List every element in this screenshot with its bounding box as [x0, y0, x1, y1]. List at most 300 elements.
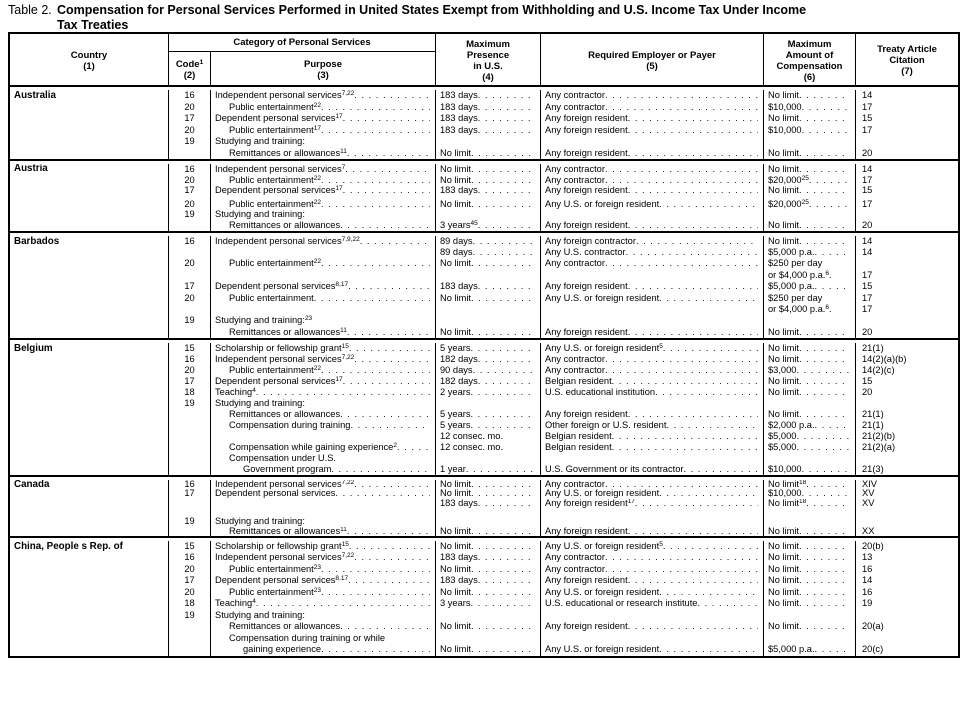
country-cell: [10, 113, 168, 125]
presence-cell: [435, 196, 540, 210]
dot-leader: [347, 327, 430, 338]
dot-leader: [321, 564, 430, 576]
citation-cell: [855, 343, 958, 354]
cell-text: No limit: [768, 113, 799, 123]
cell-text: 19: [184, 609, 195, 620]
presence-cell: [435, 148, 540, 160]
cell-text: 20: [184, 365, 195, 376]
citation-cell: [855, 453, 958, 464]
dot-leader: [471, 420, 536, 431]
table-line: [10, 517, 958, 526]
code-cell: [168, 354, 210, 365]
dot-leader: [478, 281, 535, 292]
presence-cell: [435, 209, 540, 220]
code-cell: [168, 185, 210, 196]
cell-text: Any U.S. or foreign resident: [545, 586, 660, 597]
country-block: [10, 536, 958, 656]
presence-cell: [435, 420, 540, 431]
amount-cell: [763, 185, 855, 196]
table-line: [10, 644, 958, 656]
amount-cell: [763, 575, 855, 587]
table-line: [10, 499, 958, 508]
cell-text: 20(b): [862, 540, 884, 551]
footnote-marker: 7,22: [341, 480, 355, 487]
cell-text: No limit: [440, 489, 471, 499]
code-cell: [168, 508, 210, 517]
cell-text: 18: [184, 387, 195, 398]
dot-leader: [478, 376, 535, 387]
presence-cell: [435, 327, 540, 338]
table-line: [10, 270, 958, 281]
purpose-cell: [210, 343, 435, 354]
cell-text: Any contractor: [545, 365, 605, 376]
cell-text: Any contractor: [545, 480, 605, 490]
citation-cell: [855, 247, 958, 258]
code-cell: [168, 575, 210, 587]
amount-cell: [763, 270, 855, 281]
cell-text: Any contractor: [545, 563, 605, 574]
dot-leader: [799, 90, 850, 102]
payer-cell: [540, 541, 763, 553]
presence-cell: [435, 247, 540, 258]
citation-cell: [855, 175, 958, 186]
presence-cell: [435, 236, 540, 247]
cell-text: Compensation during training or while: [229, 632, 386, 643]
payer-cell: [540, 499, 763, 508]
citation-cell: [855, 409, 958, 420]
code-cell: [168, 293, 210, 304]
dot-leader: [473, 236, 535, 247]
cell-text: 12 consec. mo.: [440, 442, 504, 453]
code-label-text: Code: [175, 58, 200, 70]
table-line: [10, 113, 958, 125]
cell-text: 21(2)(b): [862, 431, 896, 442]
dot-leader: [628, 125, 758, 137]
dot-leader: [605, 164, 758, 175]
cell-text: Any foreign resident: [545, 526, 628, 536]
citation-cell: [855, 442, 958, 453]
country-cell: [10, 185, 168, 196]
presence-cell: [435, 489, 540, 498]
dot-leader: [605, 480, 758, 489]
cell-text: Studying and training:: [215, 209, 305, 220]
cell-text: 20: [184, 174, 195, 185]
code-cell: [168, 541, 210, 553]
column-header-citation: [855, 34, 958, 87]
payer-cell: [540, 453, 763, 464]
country-cell: [10, 343, 168, 354]
column-header-code-label: [176, 59, 203, 70]
purpose-cell: [210, 90, 435, 102]
cell-text: Remittances or allowances: [229, 219, 341, 230]
dot-leader: [799, 220, 850, 231]
payer-cell: [540, 304, 763, 315]
amount-header-line: Compensation: [776, 60, 843, 72]
dot-leader: [360, 236, 430, 247]
amount-cell: [763, 258, 855, 269]
payer-cell: [540, 315, 763, 326]
dot-leader: [471, 293, 535, 304]
dot-leader: [471, 541, 535, 553]
amount-cell: [763, 281, 855, 292]
table-line: [10, 125, 958, 137]
dot-leader: [605, 354, 758, 365]
dot-leader: [478, 125, 535, 137]
dot-leader: [799, 185, 850, 196]
cell-text: No limit: [440, 526, 471, 536]
country-block: [10, 159, 958, 231]
code-cell: [168, 281, 210, 292]
dot-leader: [799, 387, 850, 398]
table-line: [10, 453, 958, 464]
citation-header-line: Citation: [889, 55, 925, 66]
citation-cell: [855, 327, 958, 338]
table-line: [10, 327, 958, 338]
cell-text: No limit: [768, 552, 799, 563]
presence-cell: [435, 480, 540, 489]
cell-text: 20: [184, 586, 195, 597]
country-cell: [10, 125, 168, 137]
footnote-marker: 4: [252, 387, 256, 395]
presence-cell: [435, 431, 540, 442]
cell-text: or $4,000 p.a.$^6$.: [768, 303, 832, 314]
amount-cell: [763, 598, 855, 610]
purpose-cell: [210, 270, 435, 281]
table-line: [10, 365, 958, 376]
cell-text: No limit: [768, 343, 799, 354]
cell-text: 20: [184, 258, 195, 269]
country-cell: [10, 508, 168, 517]
amount-cell: [763, 499, 855, 508]
dot-leader: [815, 281, 850, 292]
amount-cell: [763, 102, 855, 114]
footnote-marker: 18: [799, 498, 807, 505]
column-header-amount: [763, 34, 855, 87]
footnote-marker: 22: [313, 101, 321, 109]
amount-header-line: Maximum: [787, 38, 832, 50]
table-number-label: Table 2.: [8, 3, 52, 17]
presence-cell: [435, 136, 540, 148]
presence-cell: [435, 113, 540, 125]
dot-leader: [799, 113, 850, 125]
citation-cell: [855, 113, 958, 125]
page-title: [57, 3, 937, 32]
amount-cell: [763, 633, 855, 645]
citation-cell: [855, 90, 958, 102]
cell-text: Any contractor: [545, 354, 605, 365]
code-cell: [168, 489, 210, 498]
presence-cell: [435, 164, 540, 175]
cell-text: $5,000: [768, 442, 797, 453]
cell-text: Any U.S. or foreign resident: [545, 292, 660, 303]
footnote-marker: 45: [470, 219, 478, 227]
presence-cell: [435, 270, 540, 281]
page-title-line1: Compensation for Personal Services Performed in United States Exempt from Withholding and U.S. Income Tax Under Income: [57, 3, 807, 17]
table-line: [10, 209, 958, 220]
dot-leader: [802, 464, 850, 475]
dot-leader: [340, 621, 430, 633]
cell-text: No limit: [768, 235, 799, 246]
cell-text: No limit: [768, 526, 799, 536]
payer-cell: [540, 185, 763, 196]
amount-cell: [763, 541, 855, 553]
presence-cell: [435, 185, 540, 196]
country-cell: [10, 598, 168, 610]
cell-text: $10,000: [768, 124, 802, 135]
cell-text: 20(c): [862, 644, 884, 655]
payer-cell: [540, 196, 763, 210]
dot-leader: [256, 387, 430, 398]
presence-cell: [435, 175, 540, 186]
code-cell: [168, 610, 210, 622]
code-cell: [168, 527, 210, 536]
amount-cell: [763, 527, 855, 536]
code-cell: [168, 125, 210, 137]
cell-text: gaining experience: [243, 644, 322, 655]
cell-text: 1 year: [440, 464, 466, 475]
dot-leader: [799, 564, 850, 576]
table-body: [10, 87, 958, 656]
payer-cell: [540, 442, 763, 453]
cell-text: $10,000: [768, 464, 802, 475]
code-cell: [168, 517, 210, 526]
cell-text: No limit: [768, 164, 799, 174]
cell-text: 5 years: [440, 409, 471, 420]
cell-text: No limit: [440, 621, 471, 632]
table-line: [10, 136, 958, 148]
table-line: [10, 489, 958, 498]
cell-text: $3,000: [768, 365, 797, 376]
cell-text: 14: [862, 575, 873, 586]
column-header-category-span: [168, 34, 435, 52]
dot-leader: [659, 644, 758, 656]
cell-text: 17: [184, 575, 195, 586]
country-cell: [10, 304, 168, 315]
payer-cell: [540, 293, 763, 304]
payer-cell: [540, 575, 763, 587]
dot-leader: [478, 499, 535, 508]
dot-leader: [478, 220, 535, 231]
purpose-cell: [210, 517, 435, 526]
dot-leader: [628, 409, 758, 420]
column-header-category-label: Category of Personal Services: [233, 37, 371, 48]
cell-text: Compensation while gaining experience$^2$: [229, 442, 397, 453]
dot-leader: [340, 409, 430, 420]
amount-header-line: Amount of: [785, 49, 834, 61]
cell-text: No limit: [440, 174, 471, 185]
purpose-cell: [210, 327, 435, 338]
purpose-cell: [210, 113, 435, 125]
footnote-marker: 11: [340, 326, 347, 334]
footnote-marker: 11: [340, 147, 347, 155]
payer-cell: [540, 633, 763, 645]
dot-leader: [321, 258, 430, 269]
citation-cell: [855, 387, 958, 398]
dot-leader: [628, 327, 758, 338]
cell-text: Public entertainment$^{22}$: [229, 101, 321, 112]
cell-text: Belgian resident: [545, 442, 612, 453]
dot-leader: [343, 113, 430, 125]
cell-text: 14(2)(c): [862, 365, 895, 376]
cell-text: 19: [184, 398, 195, 409]
dot-leader: [347, 148, 430, 160]
dot-leader: [659, 293, 758, 304]
dot-leader: [796, 365, 850, 376]
table-line: [10, 527, 958, 536]
purpose-cell: [210, 442, 435, 453]
code-cell: [168, 220, 210, 231]
column-header-presence: [435, 34, 540, 87]
payer-cell: [540, 621, 763, 633]
payer-cell: [540, 90, 763, 102]
citation-cell: [855, 464, 958, 475]
dot-leader: [612, 442, 758, 453]
code-cell: [168, 304, 210, 315]
cell-text: Independent personal services$^{7,22}$: [215, 480, 355, 490]
cell-text: Any contractor: [545, 258, 605, 269]
table-line: [10, 398, 958, 409]
cell-text: 183 days: [440, 124, 478, 135]
payer-cell: [540, 164, 763, 175]
country-cell: [10, 327, 168, 338]
citation-cell: [855, 136, 958, 148]
purpose-cell: [210, 489, 435, 498]
table-line: [10, 409, 958, 420]
cell-text: 14(2)(a)(b): [862, 354, 907, 365]
code-cell: [168, 365, 210, 376]
footnote-marker: 7: [341, 164, 346, 171]
payer-cell: [540, 136, 763, 148]
footnote-marker: 22: [313, 174, 321, 182]
cell-text: Any foreign resident: [545, 147, 628, 158]
code-cell: [168, 552, 210, 564]
dot-leader: [349, 541, 430, 553]
dot-leader: [331, 464, 430, 475]
payer-cell: [540, 552, 763, 564]
payer-cell: [540, 420, 763, 431]
cell-text: Teaching$^4$: [215, 598, 256, 609]
table-line: [10, 431, 958, 442]
table-line: [10, 610, 958, 622]
dot-leader: [345, 164, 430, 175]
table-line: [10, 175, 958, 186]
cell-text: Scholarship or fellowship grant$^{15}$: [215, 343, 349, 354]
payer-cell: [540, 113, 763, 125]
presence-cell: [435, 633, 540, 645]
cell-text: Independent personal services$^{7,22}$: [215, 90, 355, 100]
country-block: [10, 475, 958, 536]
dot-leader: [471, 480, 535, 489]
citation-cell: [855, 398, 958, 409]
payer-cell: [540, 220, 763, 231]
footnote-marker: 23: [304, 315, 313, 323]
country-cell: [10, 196, 168, 210]
dot-leader: [802, 102, 850, 114]
cell-text: 15: [862, 376, 873, 387]
table-line: [10, 315, 958, 326]
country-cell: [10, 247, 168, 258]
code-cell: [168, 464, 210, 475]
cell-text: 20: [862, 147, 873, 158]
presence-cell: [435, 125, 540, 137]
dot-leader: [321, 125, 430, 137]
country-name: China, People s Rep. of: [14, 540, 123, 552]
cell-text: No limit: [768, 90, 799, 100]
presence-cell: [435, 281, 540, 292]
purpose-cell: [210, 610, 435, 622]
cell-text: 16: [184, 235, 195, 246]
cell-text: Independent personal services$^7$: [215, 164, 346, 174]
cell-text: No limit: [768, 326, 799, 337]
amount-cell: [763, 420, 855, 431]
cell-text: Any foreign resident: [545, 124, 628, 135]
payer-cell: [540, 343, 763, 354]
country-cell: [10, 442, 168, 453]
table-line: [10, 541, 958, 553]
footnote-marker: 22: [313, 365, 321, 373]
citation-cell: [855, 304, 958, 315]
cell-text: No limit: [768, 586, 799, 597]
dot-leader: [802, 125, 850, 137]
cell-text: No limit: [440, 258, 471, 269]
cell-text: XX: [862, 526, 875, 536]
payer-cell: [540, 354, 763, 365]
cell-text: No limit: [768, 219, 799, 230]
table-line: [10, 598, 958, 610]
cell-text: 15: [862, 281, 873, 292]
presence-cell: [435, 527, 540, 536]
country-name: Austria: [14, 164, 48, 174]
cell-text: $5,000 p.a.: [768, 644, 815, 655]
dot-leader: [799, 541, 850, 553]
dot-leader: [605, 102, 758, 114]
country-cell: [10, 575, 168, 587]
cell-text: 17: [862, 101, 873, 112]
dot-leader: [799, 552, 850, 564]
cell-text: 16: [184, 90, 195, 100]
cell-text: No limit: [768, 354, 799, 365]
purpose-cell: [210, 196, 435, 210]
cell-text: 89 days: [440, 235, 473, 246]
cell-text: Teaching$^4$: [215, 387, 256, 398]
presence-cell: [435, 575, 540, 587]
code-cell: [168, 113, 210, 125]
dot-leader: [635, 499, 758, 508]
footnote-marker: 7,22: [341, 354, 355, 362]
dot-leader: [659, 489, 758, 498]
table-line: [10, 185, 958, 196]
code-cell: [168, 398, 210, 409]
cell-text: Dependent personal services$^{17}$: [215, 376, 343, 387]
code-cell: [168, 258, 210, 269]
citation-header-line: Treaty Article: [877, 44, 937, 55]
payer-cell: [540, 175, 763, 186]
cell-text: 18: [184, 598, 195, 609]
dot-leader: [343, 376, 430, 387]
cell-text: 20: [862, 219, 873, 230]
column-header-payer-label: Required Employer or Payer: [588, 49, 716, 61]
payer-cell: [540, 598, 763, 610]
footnote-marker: 15: [341, 540, 349, 548]
purpose-cell: [210, 398, 435, 409]
purpose-cell: [210, 552, 435, 564]
dot-leader: [628, 185, 758, 196]
dot-leader: [666, 420, 758, 431]
table-line: [10, 304, 958, 315]
cell-text: 17: [184, 489, 195, 499]
payer-cell: [540, 610, 763, 622]
citation-cell: [855, 575, 958, 587]
